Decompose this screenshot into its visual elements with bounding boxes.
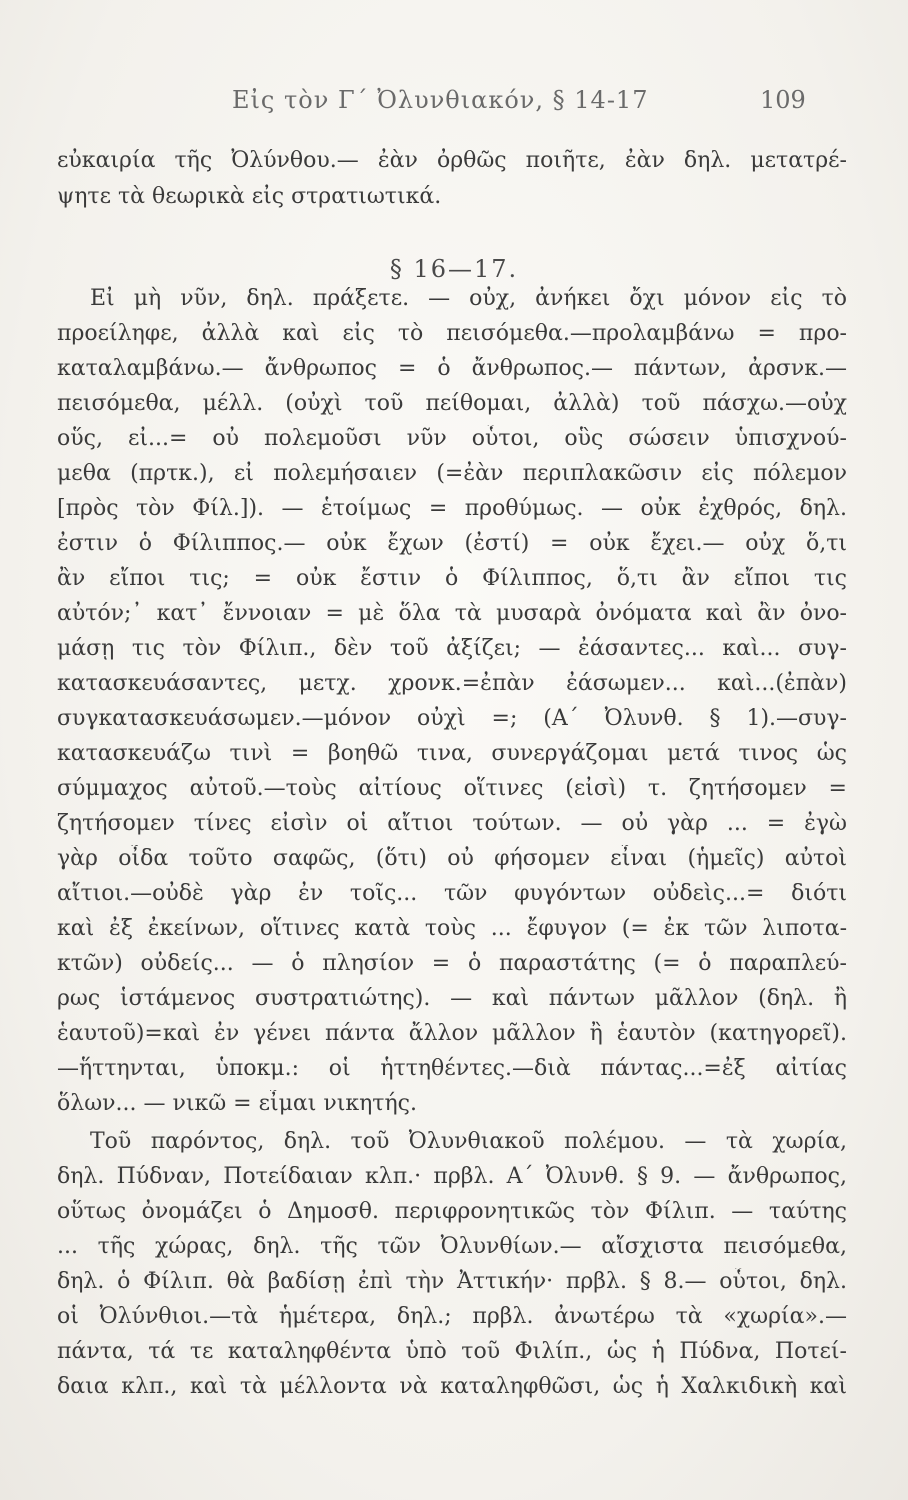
text-line: ἐστιν ὁ Φίλιππος.— οὐκ ἔχων (ἐστί) = οὐκ ἔχει.— οὐχ ὅ,τι [57, 531, 847, 556]
text-line: δηλ. Πύδναν, Ποτείδαιαν κλπ.· πρβλ. Α΄ Ὀλυνθ. § 9. — ἄνθρωπος, [57, 1164, 847, 1189]
text-line: καταλαμβάνω.— ἄνθρωπος = ὁ ἄνθρωπος.— πάντων, ἀρσνκ.— [57, 356, 847, 381]
text-line: οἱ Ὀλύνθιοι.—τὰ ἡμέτερα, δηλ.; πρβλ. ἀνωτέρω τὰ «χωρία».— [57, 1304, 847, 1329]
text-line: εὐκαιρία τῆς Ὀλύνθου.— ἐὰν ὀρθῶς ποιῆτε, ἐὰν δηλ. μετατρέ- [57, 148, 847, 173]
text-line: κατασκευάζω τινὶ = βοηθῶ τινα, συνεργάζομαι μετά τινος ὡς [57, 741, 847, 766]
text-line: Τοῦ παρόντος, δηλ. τοῦ Ὀλυνθιακοῦ πολέμου. — τὰ χωρία, [90, 1129, 847, 1154]
text-line: ρως ἱστάμενος συστρατιώτης). — καὶ πάντων μᾶλλον (δηλ. ἢ [57, 986, 847, 1011]
running-title: Εἰς τὸν Γ΄ Ὀλυνθιακόν, § 14-17 [232, 86, 649, 114]
text-line: αὐτόν;᾿ κατ᾿ ἔννοιαν = μὲ ὅλα τὰ μυσαρὰ ὀνόματα καὶ ἂν ὀνο- [57, 601, 847, 626]
text-line: ἂν εἴποι τις; = οὐκ ἔστιν ὁ Φίλιππος, ὅ,τι ἂν εἴποι τις [57, 566, 847, 591]
text-line: μάσῃ τις τὸν Φίλιπ., δὲν τοῦ ἀξίζει; — ἐάσαντες... καὶ... συγ- [57, 636, 847, 661]
text-line: Εἰ μὴ νῦν, δηλ. πράξετε. — οὐχ, ἀνήκει ὄχι μόνον εἰς τὸ [90, 286, 847, 311]
text-line: οὕς, εἰ...= οὐ πολεμοῦσι νῦν οὗτοι, οὓς σώσειν ὑπισχνού- [57, 426, 847, 451]
text-line: ... τῆς χώρας, δηλ. τῆς τῶν Ὀλυνθίων.— αἴσχιστα πεισόμεθα, [57, 1234, 847, 1259]
text-line: ἑαυτοῦ)=καὶ ἐν γένει πάντα ἄλλον μᾶλλον ἢ ἑαυτὸν (κατηγορεῖ). [57, 1021, 847, 1046]
text-line: μεθα (πρτκ.), εἰ πολεμήσαιεν (=ἐὰν περιπλακῶσιν εἰς πόλεμον [57, 461, 847, 486]
text-line: γὰρ οἶδα τοῦτο σαφῶς, (ὅτι) οὐ φήσομεν εἶναι (ἡμεῖς) αὐτοὶ [57, 846, 847, 871]
text-line: δαια κλπ., καὶ τὰ μέλλοντα νὰ καταληφθῶσι, ὡς ἡ Χαλκιδικὴ καὶ [57, 1374, 847, 1399]
page-number: 109 [760, 86, 806, 114]
text-line: κατασκευάσαντες, μετχ. χρονκ.=ἐπὰν ἐάσωμεν... καὶ...(ἐπὰν) [57, 671, 847, 696]
text-line: ὅλων... — νικῶ = εἶμαι νικητής. [57, 1091, 417, 1116]
section-heading: § 16—17. [389, 255, 519, 283]
text-line: καὶ ἐξ ἐκείνων, οἵτινες κατὰ τοὺς ... ἔφυγον (= ἐκ τῶν λιποτα- [57, 916, 847, 941]
text-line: συγκατασκευάσωμεν.—μόνον οὐχὶ =; (Α΄ Ὀλυνθ. § 1).—συγ- [57, 706, 847, 731]
text-line: οὕτως ὀνομάζει ὁ Δημοσθ. περιφρονητικῶς τὸν Φίλιπ. — ταύτης [57, 1199, 847, 1224]
text-line: ψητε τὰ θεωρικὰ εἰς στρατιωτικά. [57, 184, 442, 209]
text-line: δηλ. ὁ Φίλιπ. θὰ βαδίσῃ ἐπὶ τὴν Ἀττικήν· πρβλ. § 8.— οὗτοι, δηλ. [57, 1269, 847, 1294]
text-line: πάντα, τά τε καταληφθέντα ὑπὸ τοῦ Φιλίπ., ὡς ἡ Πύδνα, Ποτεί- [57, 1339, 847, 1364]
text-line: σύμμαχος αὐτοῦ.—τοὺς αἰτίους οἵτινες (εἰσὶ) τ. ζητήσομεν = [57, 776, 847, 801]
text-line: κτῶν) οὐδείς... — ὁ πλησίον = ὁ παραστάτης (= ὁ παραπλεύ- [57, 951, 847, 976]
text-line: προείληφε, ἀλλὰ καὶ εἰς τὸ πεισόμεθα.—προλαμβάνω = προ- [57, 321, 847, 346]
text-line: —ἥττηνται, ὑποκμ.: οἱ ἡττηθέντες.—διὰ πάντας...=ἐξ αἰτίας [57, 1056, 847, 1081]
text-line: πεισόμεθα, μέλλ. (οὐχὶ τοῦ πείθομαι, ἀλλὰ) τοῦ πάσχω.—οὐχ [57, 391, 847, 416]
text-line: ζητήσομεν τίνες εἰσὶν οἱ αἴτιοι τούτων. — οὐ γὰρ ... = ἐγὼ [57, 811, 847, 836]
text-line: αἴτιοι.—οὐδὲ γὰρ ἐν τοῖς... τῶν φυγόντων οὐδεὶς...= διότι [57, 881, 847, 906]
text-line: [πρὸς τὸν Φίλ.]). — ἑτοίμως = προθύμως. — οὐκ ἐχθρός, δηλ. [57, 496, 847, 521]
